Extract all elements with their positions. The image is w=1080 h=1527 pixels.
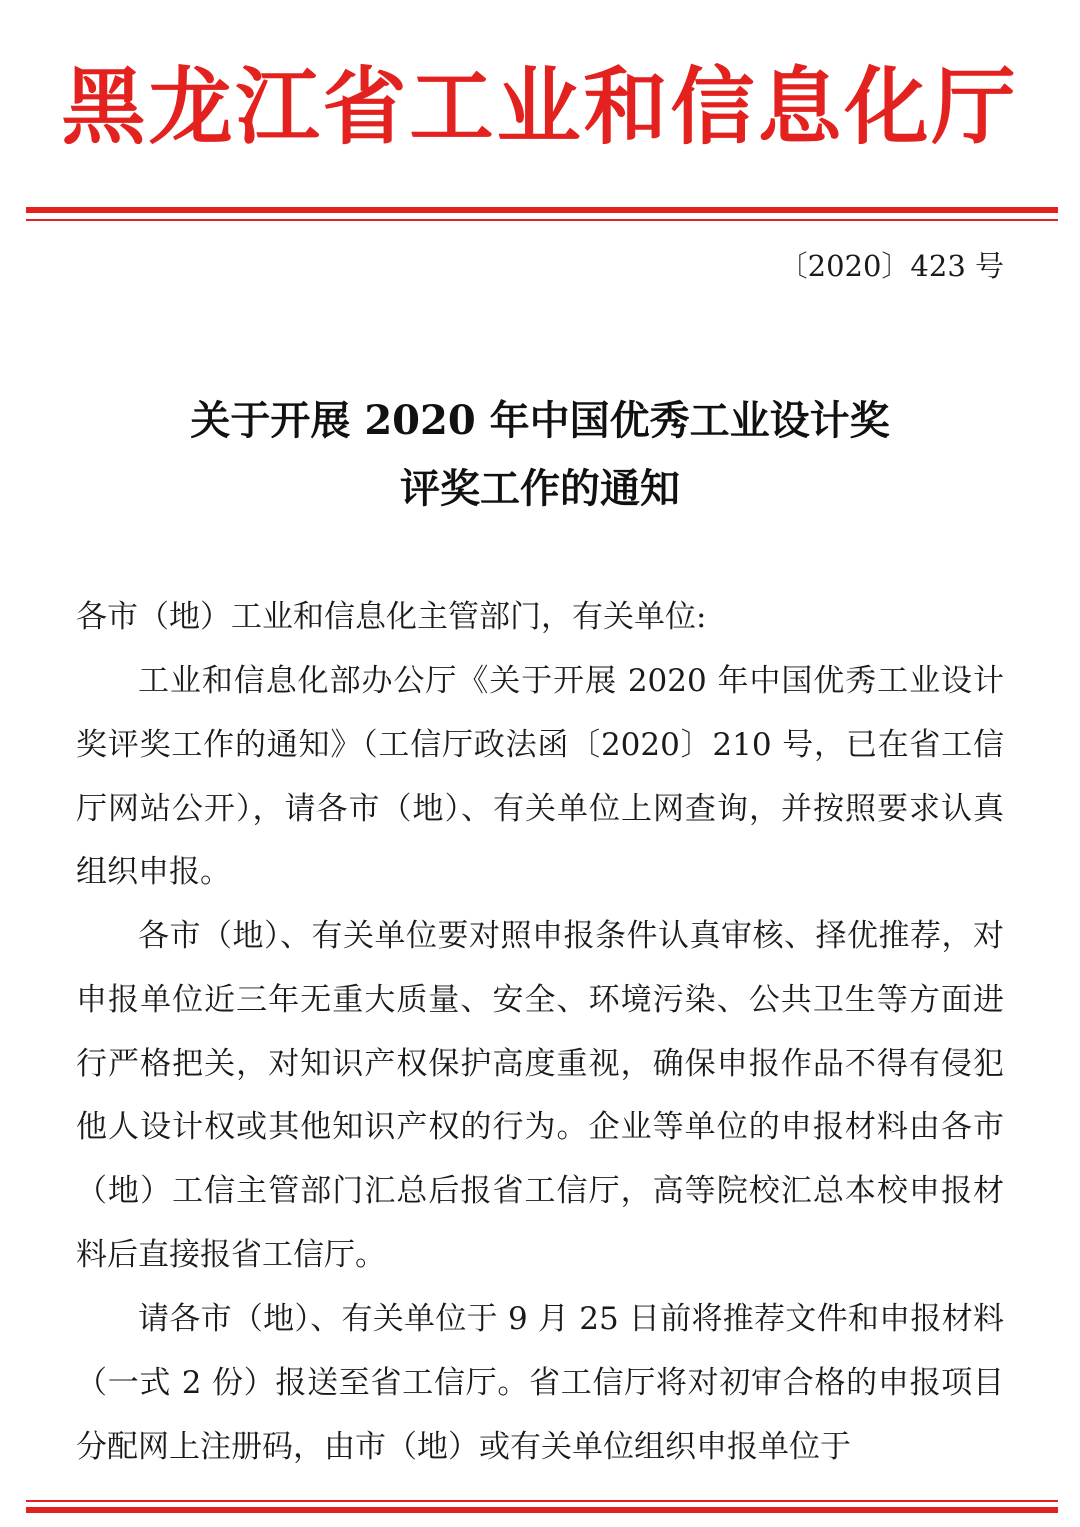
document-title — [0, 387, 1080, 523]
salutation: 各市（地）工业和信息化主管部门，有关单位: — [76, 599, 707, 635]
masthead-rule-thick — [26, 207, 1058, 213]
footer-rule-thick — [26, 1507, 1058, 1513]
body-paragraph-1: 工业和信息化部办公厅《关于开展 2020 年中国优秀工业设计奖评奖工作的通知》（工信厅政法函〔2020〕210 号，已在省工信厅网站公开），请各市（地）、有关单位上网查询，并按照要求认真组织申报。 — [76, 663, 1004, 891]
footer-rule-thin — [26, 1500, 1058, 1502]
body-paragraph-2: 各市（地）、有关单位要对照申报条件认真审核、择优推荐，对申报单位近三年无重大质量、安全、环境污染、公共卫生等方面进行严格把关，对知识产权保护高度重视，确保申报作品不得有侵犯他人设计权或其他知识产权的行为。企业等单位的申报材料由各市（地）工信主管部门汇总后报省工信厅，高等院校汇总本校申报材料后直接报省工信厅。 — [76, 918, 1004, 1273]
title-line-2: 评奖工作的通知 — [400, 465, 680, 512]
title-line-1: 关于开展 2020 年中国优秀工业设计奖 — [190, 397, 890, 444]
document-number: 〔2020〕423 号 — [778, 249, 1004, 283]
issuer-masthead: 黑龙江省工业和信息化厅 — [61, 57, 1019, 156]
masthead-rule-thin — [26, 219, 1058, 221]
body-paragraph-3: 请各市（地）、有关单位于 9 月 25 日前将推荐文件和申报材料（一式 2 份）报送至省工信厅。省工信厅将对初审合格的申报项目分配网上注册码，由市（地）或有关单位组织申报单位于 — [76, 1301, 1004, 1465]
